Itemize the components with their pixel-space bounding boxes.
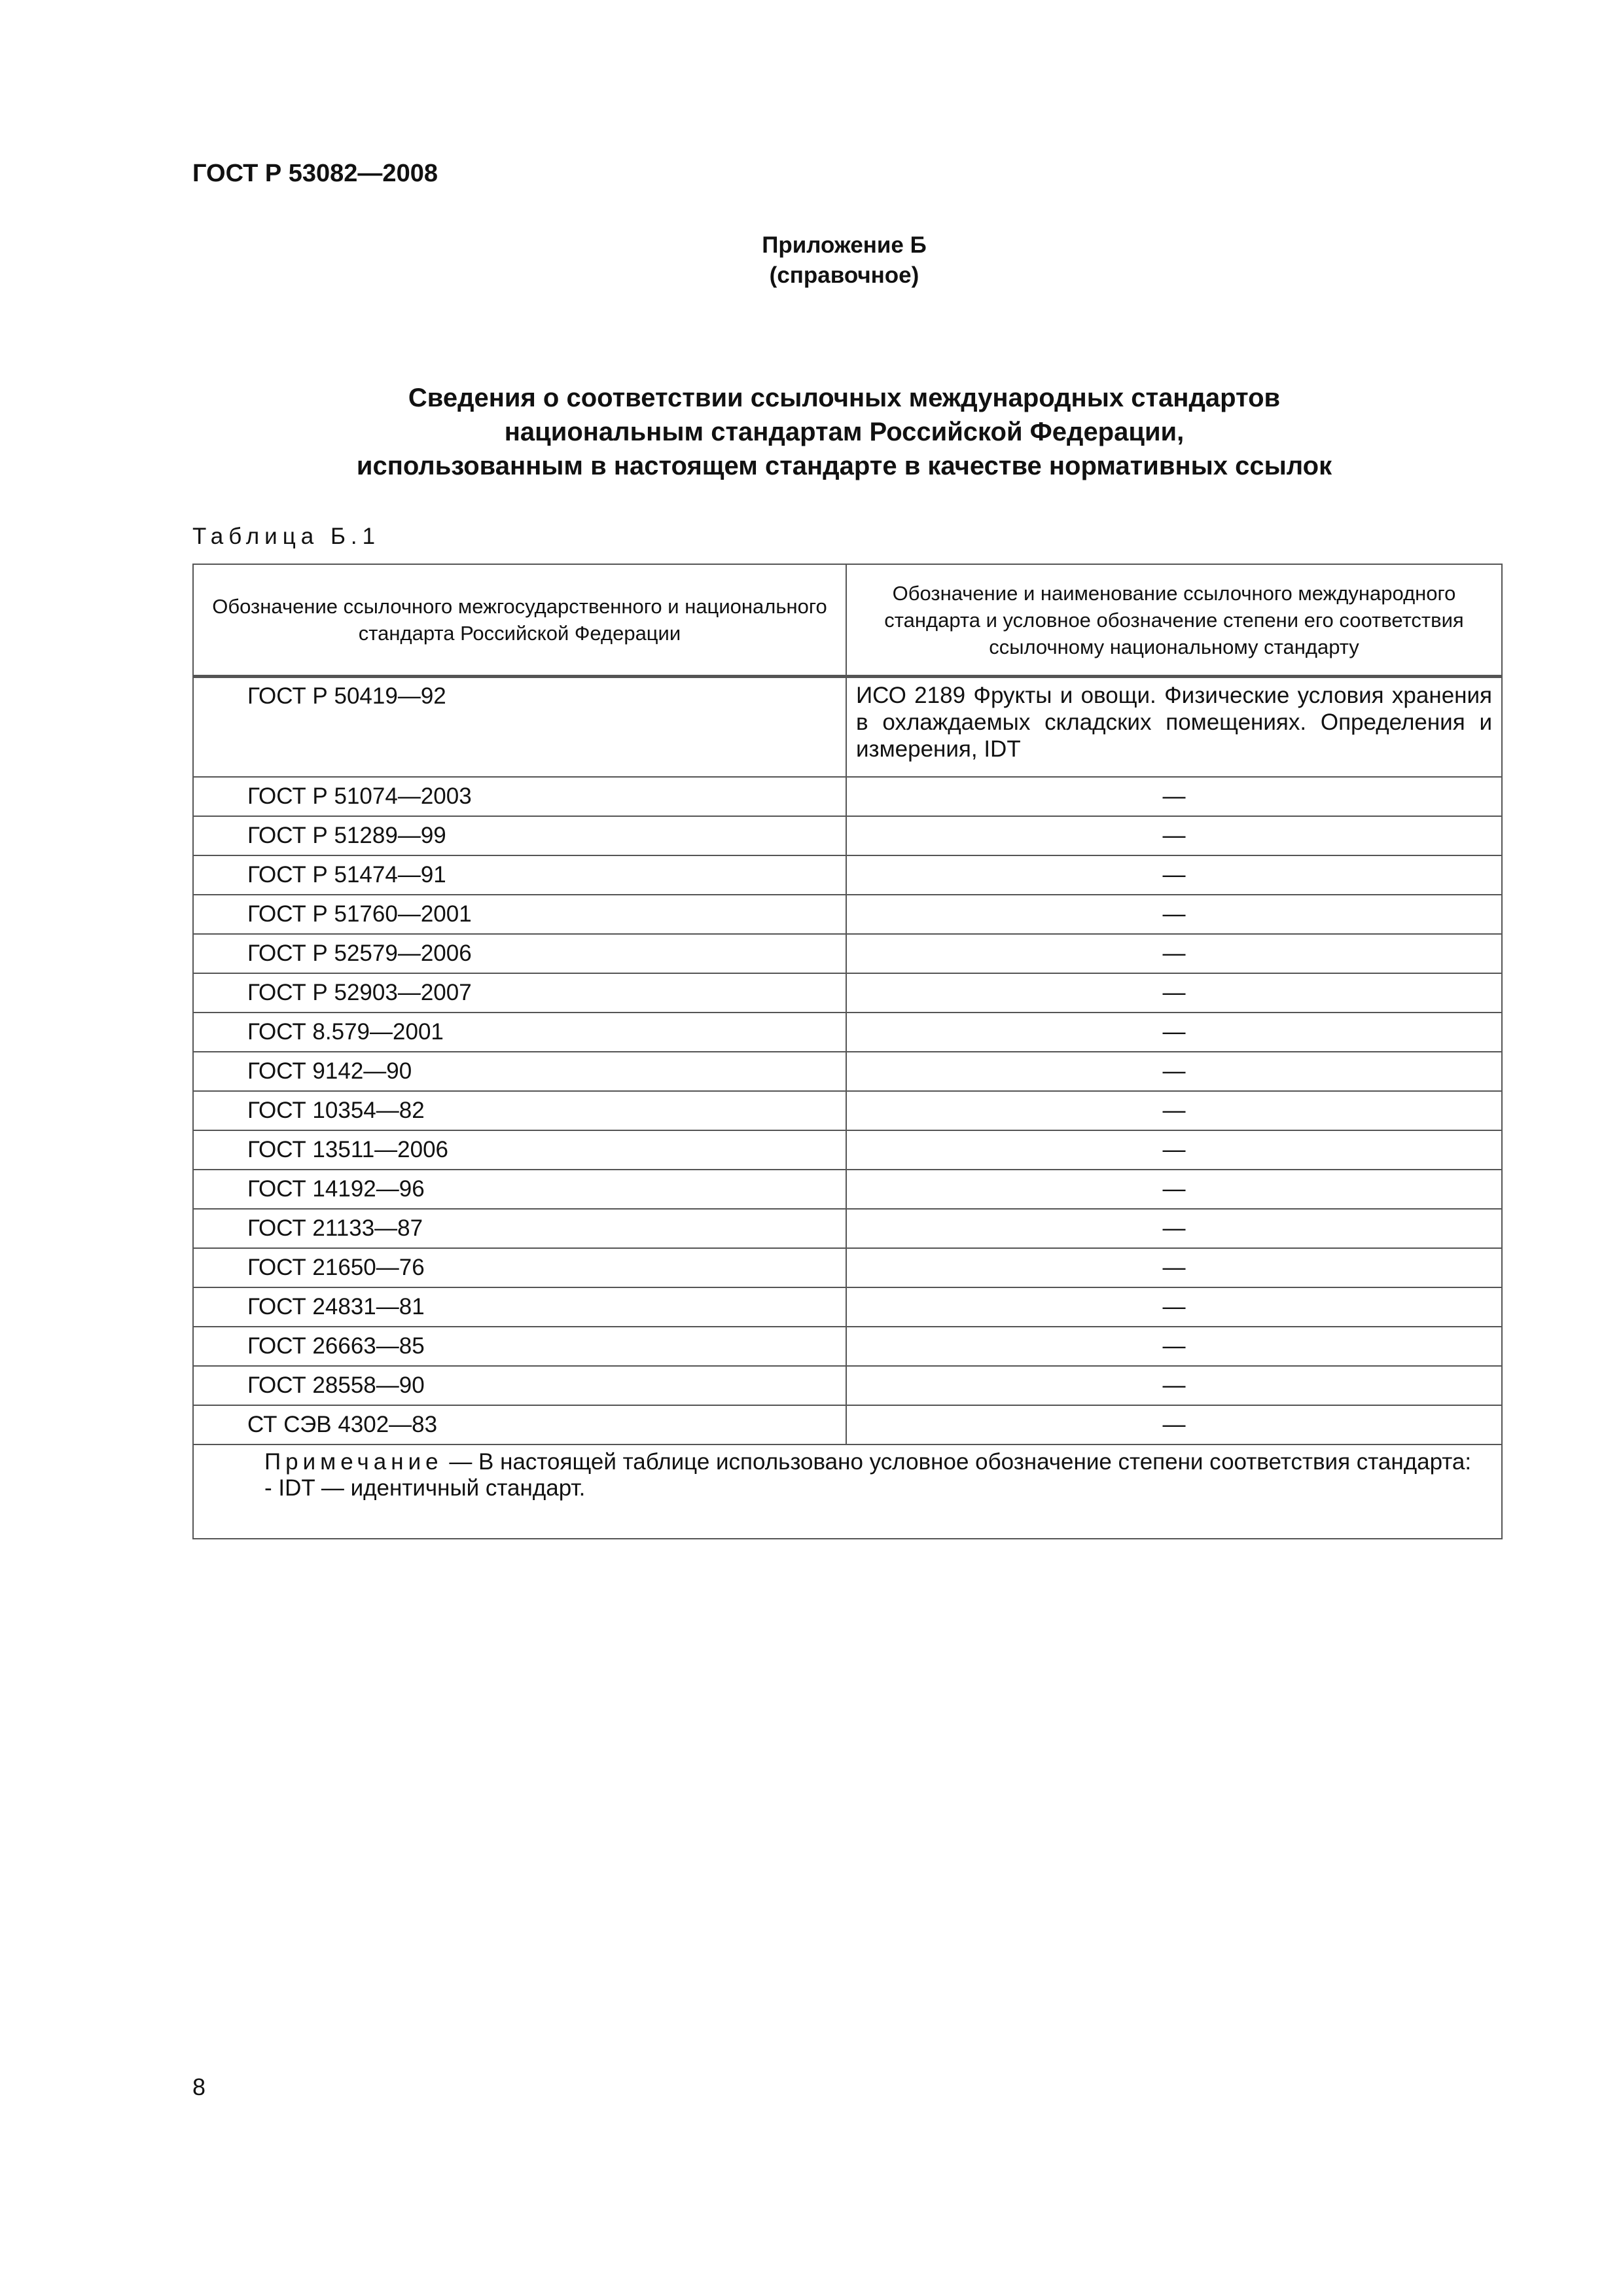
table-row	[193, 1170, 1502, 1209]
international-standard-cell: —	[846, 1209, 1502, 1248]
national-standard-cell: СТ СЭВ 4302—83	[193, 1405, 846, 1444]
international-standard-cell: ИСО 2189 Фрукты и овощи. Физические условия хранения в охлаждаемых складских помещениях. Определения и измерения, IDT	[846, 677, 1502, 778]
table-row	[193, 1091, 1502, 1130]
header-national-standard: Обозначение ссылочного межгосударственного и национального стандарта Российской Федерации	[193, 564, 846, 677]
document-code: ГОСТ Р 53082—2008	[192, 160, 438, 187]
page-number: 8	[192, 2073, 206, 2100]
national-standard-cell: ГОСТ Р 52903—2007	[193, 973, 846, 1013]
table-caption: Таблица Б.1	[192, 524, 381, 549]
international-standard-cell: —	[846, 855, 1502, 895]
table-row	[193, 1327, 1502, 1366]
national-standard-cell: ГОСТ Р 51760—2001	[193, 895, 846, 934]
table-row	[193, 1287, 1502, 1327]
national-standard-cell: ГОСТ 13511—2006	[193, 1130, 846, 1170]
table-row	[193, 777, 1502, 816]
table-row	[193, 895, 1502, 934]
international-standard-cell: —	[846, 1366, 1502, 1405]
header-international-standard: Обозначение и наименование ссылочного международного стандарта и условное обозначение степени его соответствия ссылочному национальному стандарту	[846, 564, 1502, 677]
national-standard-cell: ГОСТ 14192—96	[193, 1170, 846, 1209]
appendix-title	[0, 381, 1623, 483]
national-standard-cell: ГОСТ 24831—81	[193, 1287, 846, 1327]
appendix-label: Приложение Б	[762, 232, 927, 258]
international-standard-cell: —	[846, 816, 1502, 855]
table-row	[193, 934, 1502, 973]
national-standard-cell: ГОСТ 26663—85	[193, 1327, 846, 1366]
national-standard-cell: ГОСТ Р 50419—92	[193, 677, 846, 778]
national-standard-cell: ГОСТ Р 51289—99	[193, 816, 846, 855]
international-standard-cell: —	[846, 1091, 1502, 1130]
national-standard-cell: ГОСТ Р 52579—2006	[193, 934, 846, 973]
international-standard-cell: —	[846, 777, 1502, 816]
note-text	[211, 1449, 1484, 1475]
table-row	[193, 1209, 1502, 1248]
national-standard-cell: ГОСТ 10354—82	[193, 1091, 846, 1130]
international-standard-cell: —	[846, 1327, 1502, 1366]
international-standard-cell: —	[846, 1170, 1502, 1209]
table-note	[193, 1444, 1502, 1539]
international-standard-cell: —	[846, 1052, 1502, 1091]
reference-table	[192, 564, 1503, 1539]
table-row	[193, 1366, 1502, 1405]
appendix-type: (справочное)	[769, 262, 919, 288]
international-standard-cell: —	[846, 1405, 1502, 1444]
national-standard-cell: ГОСТ Р 51474—91	[193, 855, 846, 895]
international-standard-cell: —	[846, 1248, 1502, 1287]
appendix-heading	[0, 230, 1623, 291]
international-standard-cell: —	[846, 973, 1502, 1013]
table-row	[193, 1013, 1502, 1052]
national-standard-cell: ГОСТ 9142—90	[193, 1052, 846, 1091]
title-line: национальным стандартам Российской Федерации,	[504, 418, 1185, 446]
table-header-row	[193, 564, 1502, 677]
international-standard-cell: —	[846, 934, 1502, 973]
international-standard-cell: —	[846, 895, 1502, 934]
table-row	[193, 677, 1502, 778]
table-row	[193, 1405, 1502, 1444]
note-label: Примечание	[264, 1449, 443, 1475]
national-standard-cell: ГОСТ 21650—76	[193, 1248, 846, 1287]
national-standard-cell: ГОСТ Р 51074—2003	[193, 777, 846, 816]
note-body: — В настоящей таблице использовано условное обозначение степени соответствия стандарта:	[449, 1449, 1472, 1475]
table-row	[193, 1130, 1502, 1170]
table-row	[193, 816, 1502, 855]
title-line: Сведения о соответствии ссылочных международных стандартов	[408, 384, 1281, 412]
table-row	[193, 855, 1502, 895]
international-standard-cell: —	[846, 1013, 1502, 1052]
international-standard-cell: —	[846, 1130, 1502, 1170]
national-standard-cell: ГОСТ 28558—90	[193, 1366, 846, 1405]
table-row	[193, 1052, 1502, 1091]
national-standard-cell: ГОСТ 8.579—2001	[193, 1013, 846, 1052]
table-row	[193, 973, 1502, 1013]
title-line: использованным в настоящем стандарте в качестве нормативных ссылок	[356, 452, 1332, 480]
international-standard-cell: —	[846, 1287, 1502, 1327]
note-item: - IDT — идентичный стандарт.	[264, 1475, 586, 1501]
national-standard-cell: ГОСТ 21133—87	[193, 1209, 846, 1248]
table-row	[193, 1248, 1502, 1287]
table-note-row	[193, 1444, 1502, 1539]
